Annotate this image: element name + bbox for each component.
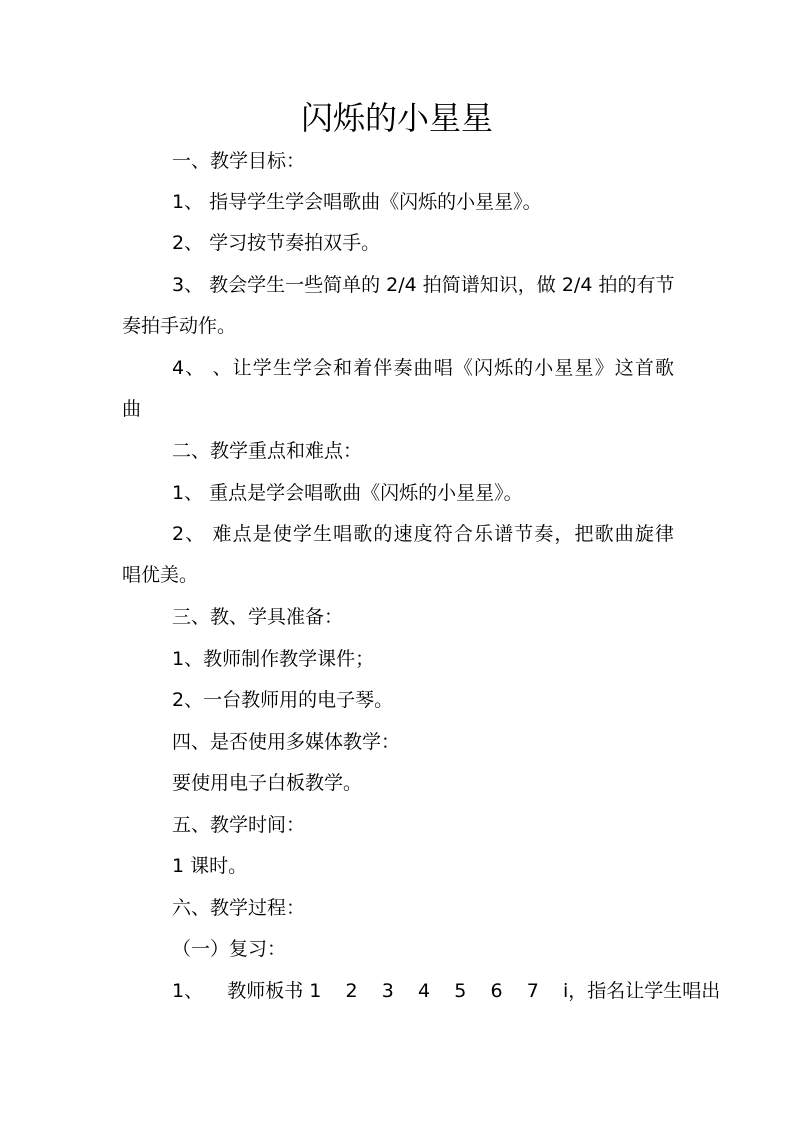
- key-point-item-2-continued: 唱优美。: [122, 564, 199, 586]
- document-title: 闪烁的小星星: [300, 99, 493, 137]
- objective-item-2: 2、 学习按节奏拍双手。: [172, 232, 381, 254]
- section-heading-materials: 三、教、学具准备：: [172, 606, 344, 628]
- section-heading-multimedia: 四、是否使用多媒体教学：: [172, 731, 401, 753]
- key-point-item-2: 2、 难点是使学生唱歌的速度符合乐谱节奏，把歌曲旋律: [172, 523, 674, 545]
- objective-item-3: 3、 教会学生一些简单的 2/4 拍简谱知识，做 2/4 拍的有节: [172, 274, 675, 296]
- objective-item-4: 4、 、让学生学会和着伴奏曲唱《闪烁的小星星》这首歌: [172, 357, 674, 379]
- materials-item-1: 1、教师制作教学课件；: [172, 648, 375, 670]
- section-heading-objectives: 一、教学目标：: [172, 150, 306, 172]
- key-point-item-1: 1、 重点是学会唱歌曲《闪烁的小星星》。: [172, 482, 523, 504]
- objective-item-3-continued: 奏拍手动作。: [122, 315, 237, 337]
- time-answer: 1 课时。: [172, 855, 248, 877]
- review-item-1: 1、 教师板书 1 2 3 4 5 6 7 i，指名让学生唱出: [172, 980, 721, 1002]
- section-heading-time: 五、教学时间：: [172, 814, 306, 836]
- subsection-heading-review: （一）复习：: [172, 938, 287, 960]
- section-heading-process: 六、教学过程：: [172, 897, 306, 919]
- section-heading-key-points: 二、教学重点和难点：: [172, 440, 363, 462]
- objective-item-1: 1、 指导学生学会唱歌曲《闪烁的小星星》。: [172, 191, 542, 213]
- objective-item-4-continued: 曲: [122, 398, 142, 420]
- materials-item-2: 2、一台教师用的电子琴。: [172, 689, 394, 711]
- multimedia-answer: 要使用电子白板教学。: [172, 772, 363, 794]
